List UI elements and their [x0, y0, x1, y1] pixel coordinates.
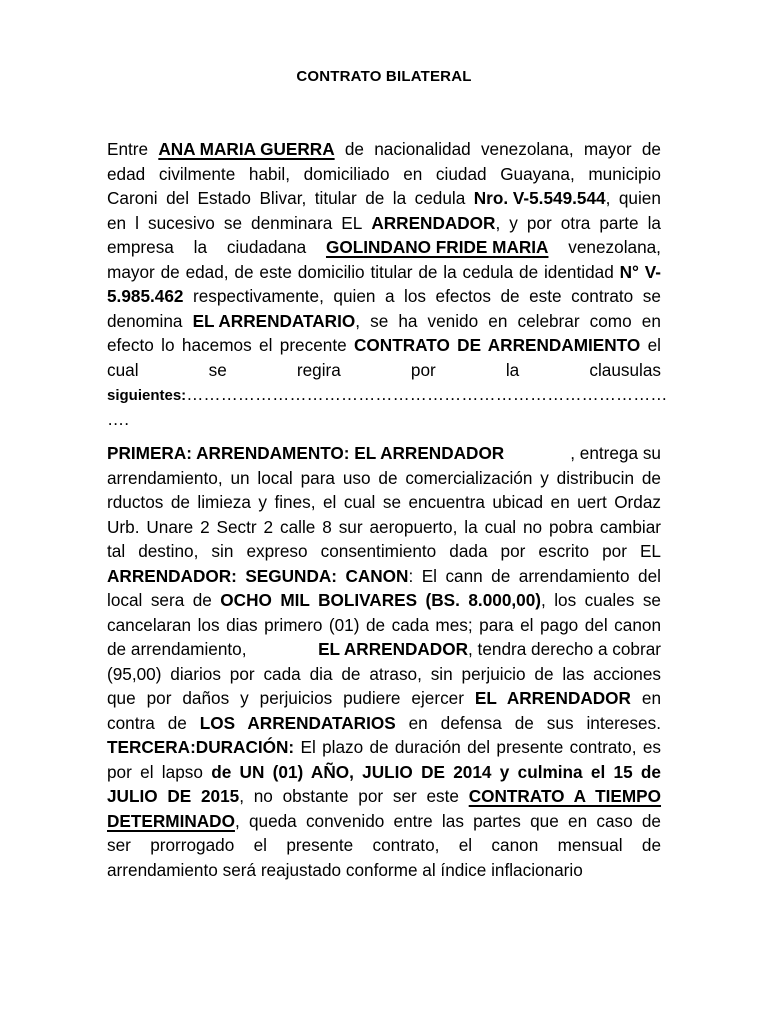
intro-line-3: Caroni del Estado Blivar, titular de la cedula Nro. V-5.549.544, quien: [107, 188, 661, 208]
intro-line-1: Entre ANA MARIA GUERRA de nacionalidad venezolana, mayor de: [107, 137, 661, 162]
clause-primera-heading: PRIMERA: ARRENDAMENTO: EL ARRENDADOR: [107, 443, 505, 463]
clause-segunda-heading: ARRENDADOR: SEGUNDA: CANON: [107, 565, 409, 586]
intro-line-10: cual se regira por la clausulas: [107, 359, 661, 380]
clause-line-17: ser prorrogado el presente contrato, el canon mensual de: [107, 835, 661, 855]
clause-line-11: que por daños y perjuicios pudiere ejercer EL ARRENDADOR en: [107, 688, 662, 708]
intro-paragraph: [107, 137, 668, 431]
arrendatario-id: 5.985.462: [107, 286, 184, 306]
clause-line-12: contra de LOS ARRENDATARIOS en defensa de sus intereses.: [107, 712, 661, 733]
intro-line-11: siguientes:…………………………………………………………………………: [107, 384, 668, 404]
clause-line-14: por el lapso de UN (01) AÑO, JULIO DE 2014 y culmina el 15 de: [107, 761, 661, 782]
intro-line-4: en l sucesivo se denminara EL ARRENDADOR, y por otra parte la: [107, 212, 661, 233]
clause-line-4: Urb. Unare 2 Sectr 2 calle 8 sur aeropuerto, la cual no pobra cambiar: [107, 516, 661, 537]
arrendador-id: Nro. V-5.549.544: [473, 188, 606, 208]
intro-line-8: denomina EL ARRENDATARIO, se ha venido en celebrar como en: [107, 310, 661, 331]
clause-line-6: ARRENDADOR: SEGUNDA: CANON: El cann de arrendamiento del: [107, 565, 661, 586]
clause-line-13: TERCERA:DURACIÓN: El plazo de duración del presente contrato, es: [107, 737, 661, 757]
document-title: CONTRATO BILATERAL: [296, 68, 472, 85]
clause-line-5: tal destino, sin expreso consentimiento dada por escrito por EL: [107, 541, 661, 561]
intro-line-7: 5.985.462 respectivamente, quien a los efectos de este contrato se: [107, 284, 661, 309]
arrendador-name: ANA MARIA GUERRA: [158, 139, 335, 159]
arrendatario-name: GOLINDANO FRIDE MARIA: [325, 237, 549, 257]
document-page: [107, 0, 668, 1024]
clause-line-16: DETERMINADO, queda convenido entre las partes que en caso de: [107, 810, 661, 831]
clause-line-18: arrendamiento será reajustado conforme al índice inflacionario: [107, 859, 583, 880]
canon-amount: OCHO MIL BOLIVARES (BS. 8.000,00): [220, 590, 541, 610]
intro-line-6: mayor de edad, de este domicilio titular de la cedula de identidad N° V-: [107, 261, 661, 282]
clause-line-2: arrendamiento, un local para uso de comercialización y distribucin de: [107, 467, 661, 488]
clause-line-15: JULIO DE 2015, no obstante por ser este CONTRATO A TIEMPO: [107, 786, 662, 806]
clauses-paragraph: [107, 441, 661, 882]
clause-tercera-heading: TERCERA:DURACIÓN:: [107, 737, 295, 757]
clause-line-9: de arrendamiento, EL ARRENDADOR, tendra derecho a cobrar: [107, 639, 661, 659]
clause-line-3: rductos de limieza y fines, el cual se encuentra ubicad en uert Ordaz: [107, 492, 661, 512]
clause-line-8: cancelaran los dias primero (01) de cada mes; para el pago del canon: [107, 614, 661, 635]
intro-line-2: edad civilmente habil, domiciliado en ciudad Guayana, municipio: [107, 163, 661, 184]
intro-line-9: efecto lo hacemos el precente CONTRATO DE ARRENDAMIENTO el: [107, 335, 661, 355]
clause-line-7: local sera de OCHO MIL BOLIVARES (BS. 8.000,00), los cuales se: [107, 590, 661, 610]
intro-line-12: ….: [107, 408, 129, 429]
intro-line-5: empresa la ciudadana GOLINDANO FRIDE MARIA venezolana,: [107, 235, 661, 260]
clause-line-10: (95,00) diarios por cada dia de atraso, sin perjuicio de las acciones: [107, 663, 661, 684]
clause-line-1: PRIMERA: ARRENDAMENTO: EL ARRENDADOR , entrega su: [107, 441, 661, 466]
